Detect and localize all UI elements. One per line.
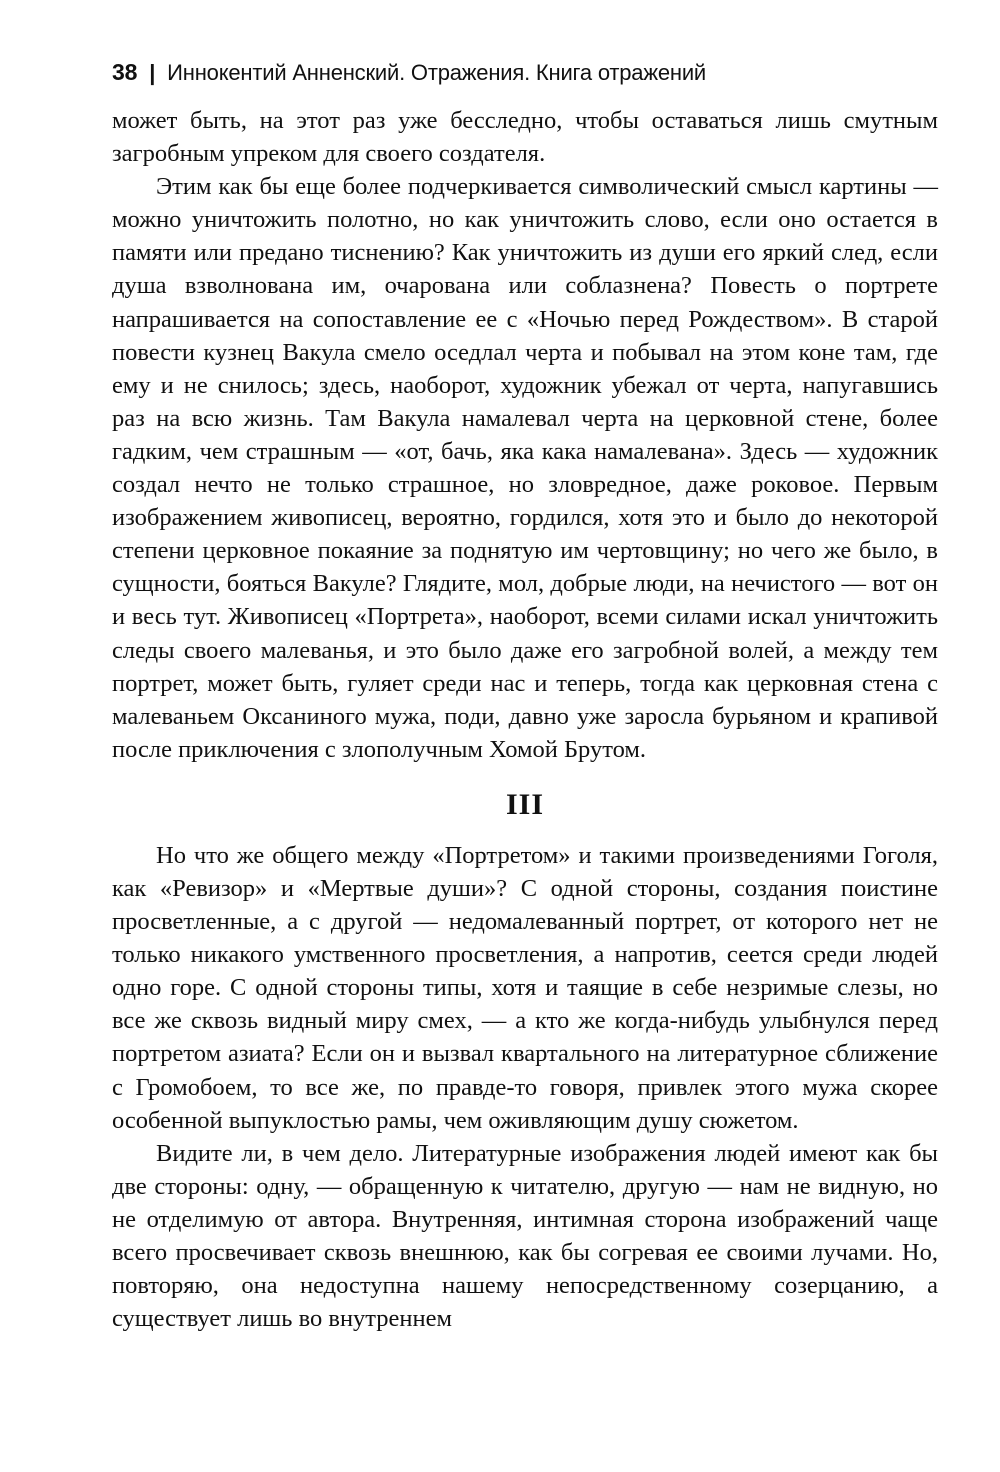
header-separator: | [149,60,156,85]
page-number: 38 [112,59,138,85]
paragraph: Этим как бы еще более подчеркивается символический смысл картины — можно уничтожить полотно, но как уничтожить слово, если оно остается в памяти или предано тиснению? Как уничтожить из души его яркий след, если душа взволнована им, очарована или соблазнена? Повесть о портрете напрашивается на сопоставление ее с «Ночью перед Рождеством». В старой повести кузнец Вакула смело оседлал черта и побывал на этом коне там, где ему и не снилось; здесь, наоборот, художник убежал от черта, напугавшись раз на всю жизнь. Там Вакула намалевал черта на церковной стене, более гадким, чем страшным — «от, бачь, яка кака намалевана». Здесь — художник создал нечто не только страшное, но зловредное, даже роковое. Первым изображением живописец, вероятно, гордился, хотя это и было до некоторой степени церковное покаяние за поднятую им чертовщину; но чего же было, в сущности, бояться Вакуле? Глядите, мол, добрые люди, на нечистого — вот он и весь тут. Живописец «Портрета», наоборот, всеми силами искал уничтожить следы своего малеванья, и это было даже его загробной волей, а между тем портрет, может быть, гуляет среди нас и теперь, тогда как церковная стена с малеваньем Оксаниного мужа, поди, давно уже заросла бурьяном и крапивой после приключения с злополучным Хомой Брутом. [112,173,938,763]
paragraph: Но что же общего между «Портретом» и такими произведениями Гоголя, как «Ревизор» и «Мертвые души»? С одной стороны, создания поистине просветленные, а с другой — недомалеванный портрет, от которого нет не только никакого умственного просветления, а напротив, сеется среди людей одно горе. С одной стороны типы, хотя и таящие в себе незримые слезы, но все же сквозь видный миру смех, — а кто же когда-нибудь улыбнулся перед портретом азиата? Если он и вызвал квартального на литературное сближение с Громобоем, то все же, по правде-то говоря, привлек этого мужа скорее особенной выпуклостью рамы, чем оживляющим душу сюжетом. [112,841,938,1134]
body-text [112,104,938,1335]
running-header [112,52,938,92]
paragraph: Видите ли, в чем дело. Литературные изображения людей имеют как бы две стороны: одну, — обращенную к читателю, другую — нам не видную, но не отделимую от автора. Внутренняя, интимная сторона изображений чаще всего просвечивает сквозь внешнюю, как бы согревая ее своими лучами. Но, повторяю, она недоступна нашему непосредственному созерцанию, а существует лишь во внутреннем [112,1139,938,1333]
paragraph-continued: может быть, на этот раз уже бесследно, чтобы оставаться лишь смутным загробным упреком для своего создателя. [112,107,938,168]
chapter-heading: III [505,787,545,821]
book-page [112,52,938,1335]
running-title: Иннокентий Анненский. Отражения. Книга отражений [167,60,707,85]
